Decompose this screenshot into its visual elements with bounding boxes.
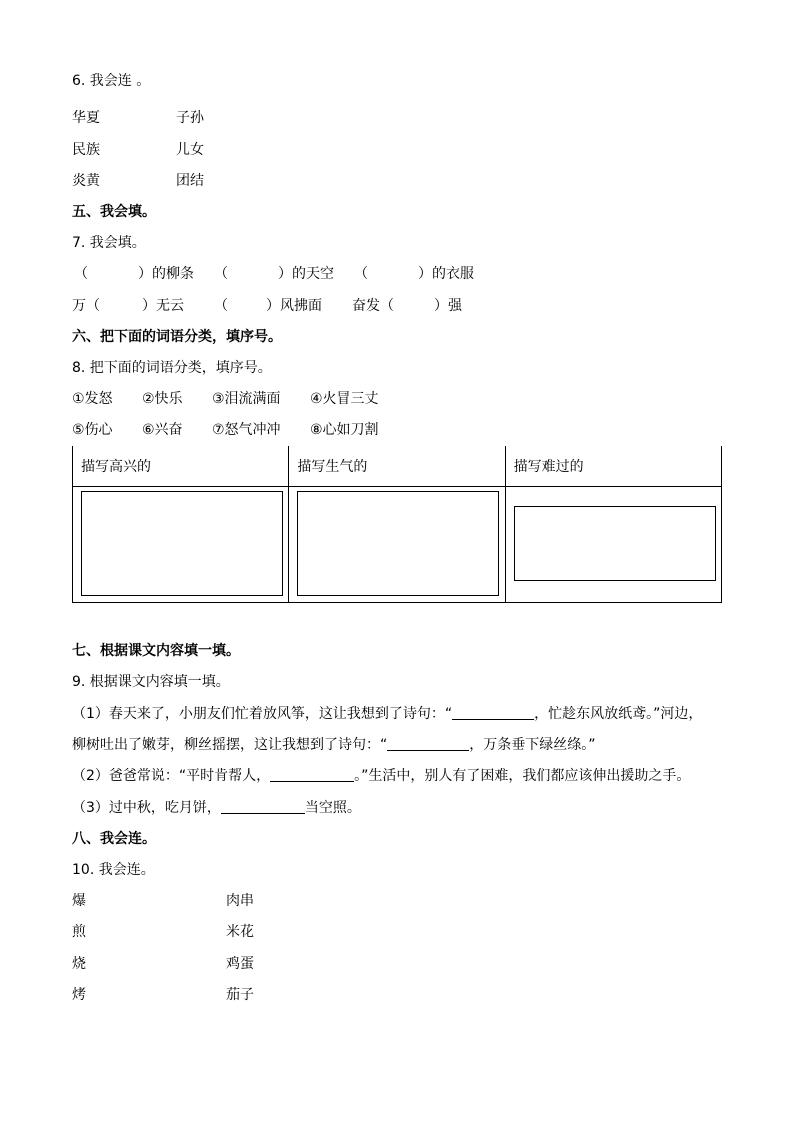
q9-title: 9. 根据课文内容填一填。 <box>72 674 230 690</box>
fill-blank[interactable] <box>221 799 305 814</box>
q9-text: 。”生活中，别人有了困难，我们都应该伸出援助之手。 <box>354 768 691 784</box>
q7-bracket: 万（ <box>72 298 100 314</box>
q7-phrase: ）的柳条 <box>138 266 194 282</box>
q9-item-1-line-1 <box>72 705 702 723</box>
section-8-heading: 八、我会连。 <box>72 831 156 847</box>
q6-right-item: 团结 <box>176 173 204 189</box>
q6-right-item: 儿女 <box>176 142 204 158</box>
q6-title: 6. 我会连 。 <box>72 73 151 89</box>
fill-blank[interactable] <box>387 736 469 751</box>
q10-left-item: 烧 <box>72 956 86 972</box>
q9-text: （2）爸爸常说：“平时肯帮人， <box>72 768 271 784</box>
answer-cell-happy <box>73 487 289 603</box>
q8-word: ⑥兴奋 <box>142 422 183 438</box>
q9-text: ，忙趁东风放纸鸢。”河边， <box>534 706 703 722</box>
q9-text: 柳树吐出了嫩芽，柳丝摇摆，这让我想到了诗句：“ <box>72 737 388 753</box>
q10-right-item: 鸡蛋 <box>226 956 254 972</box>
column-header-happy: 描写高兴的 <box>73 446 289 487</box>
section-6-heading: 六、把下面的词语分类，填序号。 <box>72 329 282 345</box>
q7-bracket: （ <box>214 266 228 282</box>
answer-cell-angry <box>289 487 505 603</box>
q7-bracket: （ <box>74 266 88 282</box>
answer-cell-sad <box>505 487 721 603</box>
q6-left-item: 民族 <box>72 142 100 158</box>
answer-box-happy[interactable] <box>81 491 283 596</box>
q6-right-item: 子孙 <box>176 110 204 126</box>
section-7-heading: 七、根据课文内容填一填。 <box>72 643 240 659</box>
q7-phrase: ）强 <box>434 298 462 314</box>
column-header-angry: 描写生气的 <box>289 446 505 487</box>
q10-right-item: 茄子 <box>226 987 254 1003</box>
fill-blank[interactable] <box>452 705 534 720</box>
q8-word: ⑧心如刀割 <box>310 422 379 438</box>
q10-left-item: 爆 <box>72 893 86 909</box>
q8-word: ②快乐 <box>142 391 183 407</box>
q9-item-2 <box>72 767 690 785</box>
fill-blank[interactable] <box>270 767 354 782</box>
q9-item-3 <box>72 799 361 817</box>
q6-left-item: 炎黄 <box>72 173 100 189</box>
q7-phrase: ）的衣服 <box>418 266 474 282</box>
q9-text: （3）过中秋，吃月饼， <box>72 800 221 816</box>
q8-word: ④火冒三丈 <box>310 391 379 407</box>
q8-word: ⑦怒气冲冲 <box>212 422 281 438</box>
q8-word: ⑤伤心 <box>72 422 113 438</box>
answer-box-angry[interactable] <box>297 491 499 596</box>
q7-phrase: ）风拂面 <box>266 298 322 314</box>
q10-right-item: 米花 <box>226 924 254 940</box>
q7-bracket: 奋发（ <box>352 298 394 314</box>
q6-left-item: 华夏 <box>72 110 100 126</box>
q9-text: （1）春天来了，小朋友们忙着放风筝，这让我想到了诗句：“ <box>72 706 453 722</box>
column-header-sad: 描写难过的 <box>505 446 721 487</box>
section-5-heading: 五、我会填。 <box>72 204 156 220</box>
answer-box-sad[interactable] <box>514 506 716 581</box>
q7-phrase: ）无云 <box>142 298 184 314</box>
q10-left-item: 烤 <box>72 987 86 1003</box>
q10-title: 10. 我会连。 <box>72 862 155 878</box>
q8-title: 8. 把下面的词语分类，填序号。 <box>72 360 272 376</box>
q7-title: 7. 我会填。 <box>72 235 146 251</box>
q7-bracket: （ <box>214 298 228 314</box>
q8-word: ③泪流满面 <box>212 391 281 407</box>
q10-right-item: 肉串 <box>226 893 254 909</box>
q9-text: 当空照。 <box>304 800 361 816</box>
q9-text: ，万条垂下绿丝绦。” <box>469 737 596 753</box>
classification-table <box>72 446 722 603</box>
q7-bracket: （ <box>354 266 368 282</box>
q8-word: ①发怒 <box>72 391 113 407</box>
q10-left-item: 煎 <box>72 924 86 940</box>
q9-item-1-line-2 <box>72 736 596 754</box>
q7-phrase: ）的天空 <box>278 266 334 282</box>
